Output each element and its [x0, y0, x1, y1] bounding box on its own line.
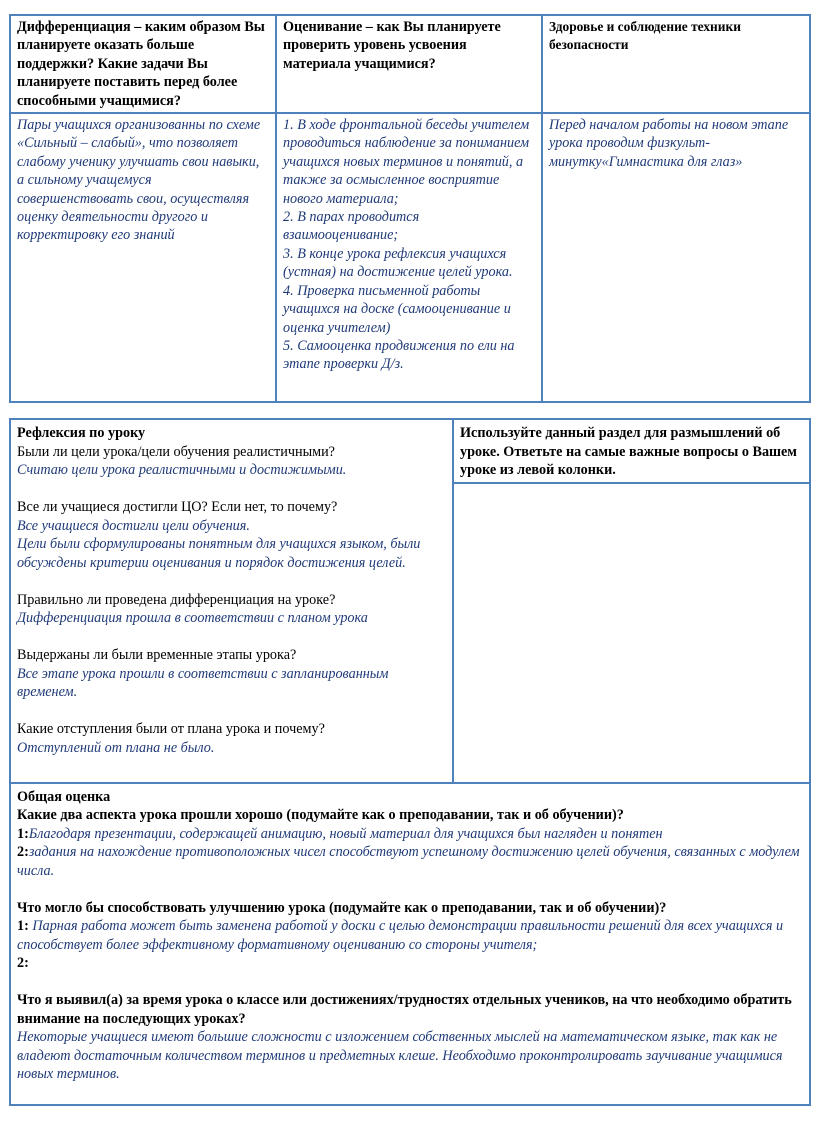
summary-answer [17, 917, 803, 954]
summary-answer [17, 954, 803, 973]
reflection-question: Были ли цели урока/цели обучения реалистичными? [17, 443, 335, 460]
reflection-answer: Цели были сформулированы понятным для учащихся языком, были обсуждены критерии оценивания и порядок достижения целей. [17, 536, 421, 571]
reflection-answer: Дифференциация прошла в соответствии с планом урока [17, 610, 368, 626]
summary-answer: Некоторые учащиеся имеют большие сложности с изложением собственных мыслей на математическом языке, так как не владеют достаточным количеством терминов и предметных клеше. Необходимо проконтролировать заучивание учащимися новых терминов. [17, 1029, 783, 1082]
answer-text: задания на нахождение противоположных чисел способствуют успешному достижению целей обучения, связанных с модулем числа. [17, 844, 800, 879]
summary-title: Общая оценка [17, 788, 111, 805]
reflection-answer: Считаю цели урока реалистичными и достижимыми. [17, 462, 347, 478]
reflection-question: Все ли учащиеся достигли ЦО? Если нет, то почему? [17, 499, 338, 515]
reflection-question: Правильно ли проведена дифференциация на уроке? [17, 591, 336, 608]
assessment-item: 1. В ходе фронтальной беседы учителем проводиться наблюдение за пониманием учащихся новых терминов и понятий, а также за осмысленное восприятие нового материала; [283, 117, 530, 207]
summary-question: Какие два аспекта урока прошли хорошо (подумайте как о преподавании, так и об обучении)? [17, 807, 624, 823]
assessment-item: 2. В парах проводится взаимооценивание; [283, 209, 420, 244]
assessment-cell [276, 113, 542, 402]
reflection-answer: Отступлений от плана не было. [17, 739, 215, 756]
summary-answer [17, 843, 803, 880]
header-differentiation: Дифференциация – каким образом Вы планируете оказать больше поддержки? Какие задачи Вы планируете поставить перед более способными учащимися? [10, 15, 276, 113]
reflection-instructions: Используйте данный раздел для размышлений об уроке. Ответьте на самые важные вопросы о Вашем уроке из левой колонки. [453, 419, 810, 483]
reflection-question: Выдержаны ли были временные этапы урока? [17, 647, 297, 663]
differentiation-text: Пары учащихся организованны по схеме «Сильный – слабый», что позволяет слабому ученику улучшать свои навыки, а сильному учащемуся совершенствовать свои, осуществляя оценку деятельности другого и корректировку его знаний [10, 113, 276, 402]
reflection-notes-area [453, 483, 810, 783]
summary-question: Что я выявил(а) за время урока о классе или достижениях/трудностях отдельных учеников, на что необходимо обратить внимание на последующих уроках? [17, 992, 792, 1027]
reflection-title: Рефлексия по уроку [17, 425, 146, 441]
reflection-answer: Все учащиеся достигли цели обучения. [17, 517, 250, 534]
lesson-plan-table [9, 14, 811, 403]
table-header-row [10, 15, 810, 113]
answer-text: Парная работа может быть заменена работой у доски с целью демонстрации правильности решений для всех учащихся и способствует более эффективному формативному оцениванию со стороны учителя; [17, 918, 784, 953]
assessment-item: 5. Самооценка продвижения по ели на этапе проверки Д/з. [283, 337, 515, 373]
summary-question: Что могло бы способствовать улучшению урока (подумайте как о преподавании, так и об обучении)? [17, 899, 667, 916]
header-assessment: Оценивание – как Вы планируете проверить уровень усвоения материала учащимися? [276, 15, 542, 113]
item-number: 1: [17, 918, 29, 934]
summary-answer [17, 825, 803, 844]
table-body-row [10, 113, 810, 402]
assessment-item: 3. В конце урока рефлексия учащихся (устная) на достижение целей урока. [283, 245, 513, 281]
reflection-table [9, 418, 811, 1106]
reflection-answer: Все этапе урока прошли в соответствии с запланированным временем. [17, 665, 389, 700]
health-safety-text: Перед началом работы на новом этапе урока проводим физкульт-минутку«Гимнастика для глаз» [542, 113, 810, 402]
reflection-cell [10, 419, 453, 783]
summary-cell [10, 783, 810, 1106]
item-number: 2: [17, 955, 29, 971]
reflection-question: Какие отступления были от плана урока и почему? [17, 721, 325, 737]
answer-text: Благодаря презентации, содержащей анимацию, новый материал для учащихся был нагляден и понятен [28, 825, 663, 842]
header-health-safety: Здоровье и соблюдение техники безопасности [542, 15, 810, 113]
item-number: 1: [17, 825, 29, 842]
item-number: 2: [17, 844, 29, 860]
assessment-item: 4. Проверка письменной работы учащихся на доске (самооценивание и оценка учителем) [283, 282, 511, 336]
